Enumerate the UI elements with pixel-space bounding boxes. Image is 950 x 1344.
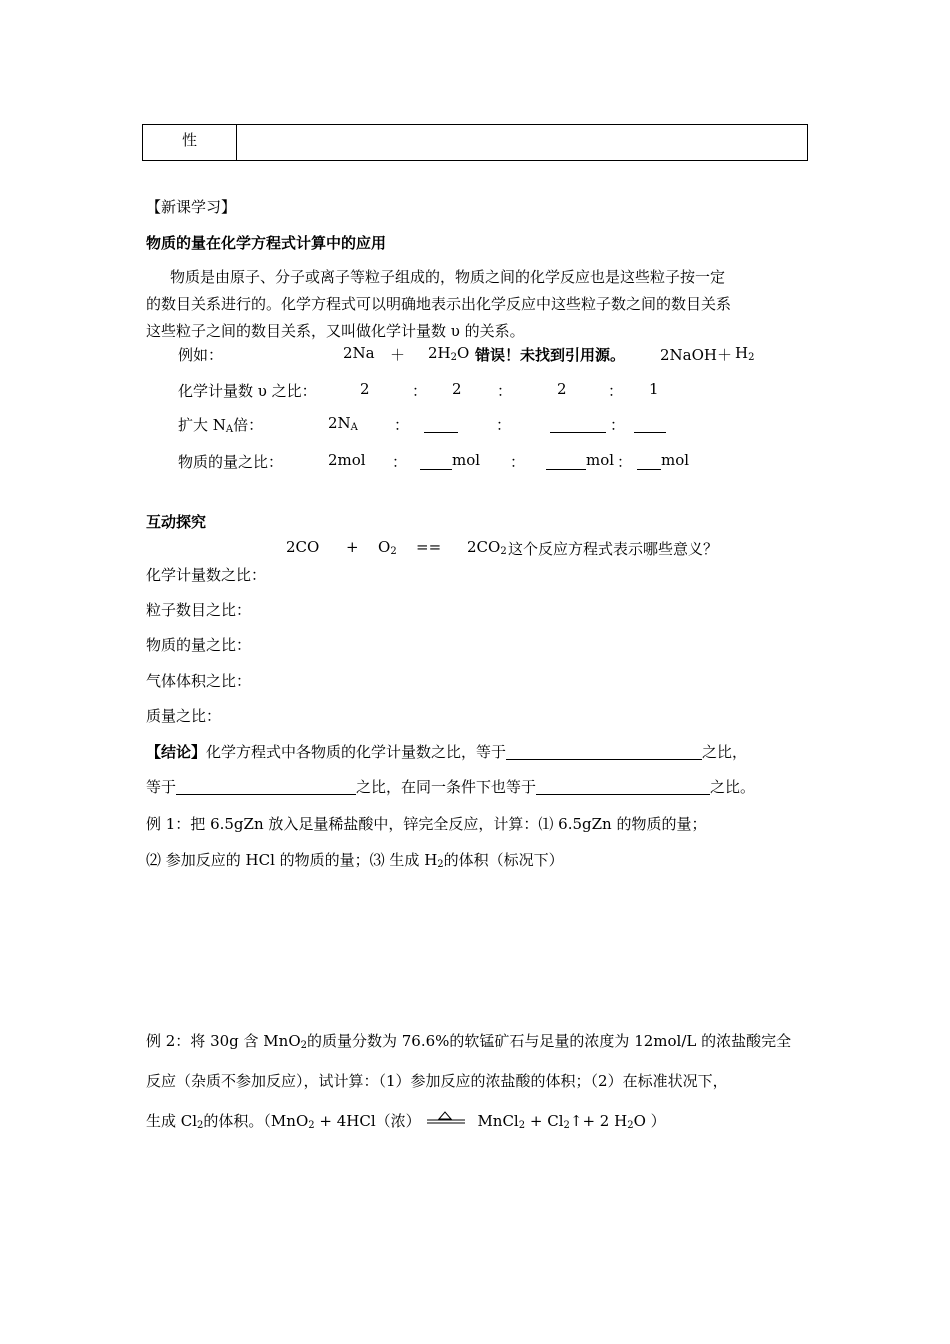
ratio-gas-volume: 气体体积之比： bbox=[146, 672, 252, 690]
colon: ： bbox=[610, 416, 626, 434]
ratio-mass: 质量之比： bbox=[146, 707, 222, 725]
product-h2: $H_2$ bbox=[735, 344, 755, 363]
heat-arrow-icon bbox=[425, 1111, 477, 1127]
answer-blank[interactable] bbox=[637, 455, 661, 470]
plus-sign: + bbox=[346, 538, 359, 556]
answer-blank[interactable] bbox=[176, 780, 356, 795]
reactant-water: $2H_2O$ bbox=[428, 344, 470, 363]
answer-blank[interactable] bbox=[506, 745, 702, 760]
answer-blank[interactable] bbox=[546, 455, 586, 470]
reactant-o2: $O_2$ bbox=[378, 538, 397, 557]
mole-unit: mol bbox=[661, 451, 690, 469]
reference-error: 错误！未找到引用源。 bbox=[475, 346, 626, 364]
colon: ： bbox=[617, 453, 633, 471]
answer-blank[interactable] bbox=[634, 418, 666, 433]
example1-line-2: ⑵ 参加反应的 HCl 的物质的量；⑶ 生成 $H_2$的体积（标况下） bbox=[146, 851, 564, 870]
mole-unit: mol bbox=[452, 451, 481, 469]
example2-line-1: 例 2：将 30g 含 MnO$_2$的质量分数为 76.6%的软锰矿石与足量的浓度为 12mol/L 的浓盐酸完全 bbox=[146, 1032, 792, 1051]
colon: ： bbox=[510, 453, 526, 471]
colon: ： bbox=[394, 416, 410, 434]
answer-blank[interactable] bbox=[550, 418, 606, 433]
ratio-coefficient: 化学计量数之比： bbox=[146, 566, 267, 584]
example-label: 例如： bbox=[178, 346, 224, 364]
section-new-lesson: 【新课学习】 bbox=[146, 198, 237, 216]
answer-blank[interactable] bbox=[420, 455, 452, 470]
example2-line-2: 反应（杂质不参加反应），试计算：（1）参加反应的浓盐酸的体积；（2）在标准状况下， bbox=[146, 1072, 728, 1090]
equals-sign: == bbox=[416, 538, 442, 556]
product-naoh: 2NaOH＋ bbox=[660, 346, 732, 364]
intro-line-2: 的数目关系进行的。化学方程式可以明确地表示出化学反应中这些粒子数之间的数目关系 bbox=[146, 295, 732, 313]
reactant-co: 2CO bbox=[286, 538, 320, 556]
conclusion-line-2: 等于 之比，在同一条件下也等于 之比。 bbox=[146, 778, 756, 796]
ratio-amount: 物质的量之比： bbox=[146, 636, 252, 654]
section-title: 物质的量在化学方程式计算中的应用 bbox=[146, 234, 387, 252]
intro-line-1: 物质是由原子、分子或离子等粒子组成的，物质之间的化学反应也是这些粒子按一定 bbox=[170, 268, 726, 286]
mole-label: 物质的量之比： bbox=[178, 453, 284, 471]
coef-value: 2 bbox=[360, 380, 370, 398]
colon: ： bbox=[412, 382, 428, 400]
property-table bbox=[142, 124, 808, 161]
colon: ： bbox=[497, 382, 513, 400]
coef-value: 2 bbox=[452, 380, 462, 398]
coef-value: 1 bbox=[649, 380, 659, 398]
coef-value: 2 bbox=[557, 380, 567, 398]
plus-sign: ＋ bbox=[390, 346, 406, 364]
avogadro-value: $2N_A$ bbox=[328, 414, 358, 433]
answer-blank[interactable] bbox=[536, 780, 710, 795]
colon: ： bbox=[392, 453, 408, 471]
colon: ： bbox=[496, 416, 512, 434]
example1-line-1: 例 1：把 6.5gZn 放入足量稀盐酸中，锌完全反应，计算：⑴ 6.5gZn 的物质的量； bbox=[146, 815, 707, 833]
table-row-label: 性 bbox=[182, 131, 198, 149]
avogadro-label: 扩大 $N_A$倍： bbox=[178, 416, 264, 435]
conclusion-line-1: 【结论】化学方程式中各物质的化学计量数之比，等于 之比， bbox=[146, 743, 748, 761]
example2-line-3: 生成 $Cl_2$的体积。（MnO$_2$ + 4HCl（浓） MnCl$_2$ + $Cl_2↑+ 2$ $H_2O$ ） bbox=[146, 1112, 666, 1131]
section-explore: 互动探究 bbox=[146, 513, 207, 531]
answer-blank[interactable] bbox=[424, 418, 458, 433]
ratio-particle: 粒子数目之比： bbox=[146, 601, 252, 619]
intro-line-3: 这些粒子之间的数目关系，又叫做化学计量数 υ 的关系。 bbox=[146, 322, 525, 340]
colon: ： bbox=[608, 382, 624, 400]
mole-value: 2mol bbox=[328, 451, 366, 469]
product-co2: $2CO_2$ bbox=[467, 538, 507, 557]
conclusion-tag: 【结论】 bbox=[146, 743, 207, 761]
mole-unit: mol bbox=[586, 451, 615, 469]
reactant-na: 2Na bbox=[343, 344, 375, 362]
explore-question: 这个反应方程式表示哪些意义？ bbox=[508, 540, 719, 558]
coefficient-label: 化学计量数 υ 之比： bbox=[178, 382, 317, 400]
table-label-cell bbox=[143, 125, 237, 160]
